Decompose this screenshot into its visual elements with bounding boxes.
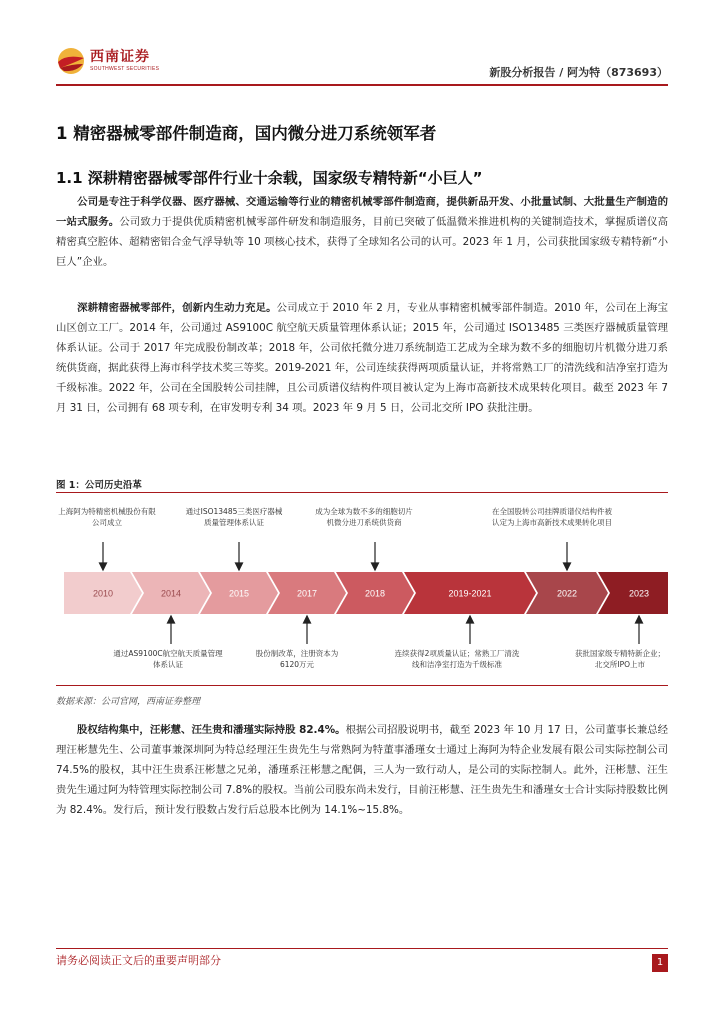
- figure-source: 数据来源：公司官网，西南证券整理: [56, 697, 201, 707]
- timeline-year-2019-2021: 2019-2021: [448, 588, 492, 599]
- timeline-note-2018: 成为全球为数不多的细胞切片机微分进刀系统供货商: [315, 507, 413, 527]
- figure-bottom-rule: [56, 685, 668, 686]
- paragraph-body: 公司致力于提供优质精密机械零部件研发和制造服务，目前已突破了低温微米推进机构的关键制造技术，掌握质谱仪高精密真空腔体、超精密铝合金气浮导轨等 10 项核心技术，获得了全球知名公司的认可。2023 年 1 月，公司获批国家级专精特新“小巨人”企业。: [56, 216, 668, 268]
- timeline-year-2015: 2015: [228, 588, 250, 599]
- timeline-note-2010: 上海阿为特精密机械股份有限公司成立: [58, 507, 156, 527]
- connector-2010-arrowhead: [100, 563, 107, 570]
- paragraph-lead: 股权结构集中，汪彬慧、汪生贵和潘瑾实际持股 82.4%。: [77, 724, 346, 736]
- paragraph-body: 公司成立于 2010 年 2 月，专业从事精密机械零部件制造。2010 年，公司在上海宝山区创立工厂。2014 年，公司通过 AS9100C 航空航天质量管理体系认证；2015 年，公司通过 ISO13485 三类医疗器械质量管理体系认证。公司于 2017 年完成股份制改革；2018 年，公司依托微分进刀系统制造工艺成为全球为数不多的细胞切片机微分进刀系统供货商，据此获得上海市科学技术奖三等奖。2019-2021 年，公司连续获得两项质量认证，并将常熟工厂的清洗线和洁净室打造为千级标准。2022 年，公司在全国股转公司挂牌，且公司质谱仪结构件项目被认定为上海市高新技术成果转化项目。截至 2023 年 7 月 31 日，公司拥有 68 项专利，在审发明专利 34 项。2023 年 9 月 5 日，公司北交所 IPO 获批注册。: [56, 302, 669, 414]
- company-logo: [56, 46, 159, 76]
- connector-2019-2021-arrowhead: [467, 616, 474, 623]
- paragraph-lead: 公司是专注于科学仪器、医疗器械、交通运输等行业的精密机械零部件制造商，提供新品开发、小批量试制、大批量生产制造的一站式服务。: [56, 196, 668, 228]
- figure-top-rule: [56, 492, 668, 493]
- connector-2015-arrowhead: [236, 563, 243, 570]
- timeline-year-2022: 2022: [556, 588, 578, 599]
- timeline-note-2014: 通过AS9100C航空航天质量管理体系认证: [113, 649, 223, 669]
- logo-name-en: SOUTHWEST SECURITIES: [90, 66, 160, 72]
- timeline-year-2017: 2017: [296, 588, 318, 599]
- timeline-note-2023: 获批国家级专精特新企业；北交所IPO上市: [575, 649, 665, 669]
- timeline-year-2010: 2010: [92, 588, 114, 599]
- report-info: 新股分析报告 / 阿为特（873693）: [489, 66, 668, 79]
- paragraph-lead: 深耕精密器械零部件，创新内生动力充足。: [77, 302, 277, 314]
- paragraph-ownership: [56, 720, 668, 820]
- figure-title: 图 1：公司历史沿革: [56, 480, 142, 491]
- footer-divider: [56, 948, 668, 949]
- timeline-note-2015: 通过ISO13485三类医疗器械质量管理体系认证: [185, 507, 283, 527]
- header-divider: [56, 84, 668, 86]
- timeline-year-2014: 2014: [160, 588, 182, 599]
- connector-2017-arrowhead: [304, 616, 311, 623]
- history-timeline: [56, 494, 668, 684]
- timeline-year-2023: 2023: [628, 588, 650, 599]
- connector-2023-arrowhead: [636, 616, 643, 623]
- subsection-heading: 1.1 深耕精密器械零部件行业十余载，国家级专精特新“小巨人”: [56, 169, 483, 187]
- paragraph-body: 根据公司招股说明书，截至 2023 年 10 月 17 日，公司董事长兼总经理汪彬慧先生、公司董事兼深圳阿为特总经理汪生贵先生与常熟阿为特董事潘瑾女士通过上海阿为特企业发展有限公司实际控制公司 74.5%的股权，其中汪生贵系汪彬慧之兄弟，潘瑾系汪彬慧之配偶，三人为一致行动人，是公司的实际控制人。此外，汪彬慧、汪生贵先生通过阿为特管理实际控制公司 7.8%的股权。当前公司股东尚未发行，目前汪彬慧、汪生贵先生和潘瑾女士合计实际持股数比例为 82.4%。发行后，预计发行股数占发行后总股本比例为 14.1%~15.8%。: [56, 724, 668, 816]
- connector-2018-arrowhead: [372, 563, 379, 570]
- page-number: 1: [652, 954, 668, 972]
- logo-icon: [56, 46, 86, 76]
- footer-disclaimer: 请务必阅读正文后的重要声明部分: [56, 954, 221, 967]
- paragraph-history: [56, 298, 668, 418]
- logo-name-cn: 西南证券: [90, 49, 150, 65]
- section-heading: 1 精密器械零部件制造商，国内微分进刀系统领军者: [56, 124, 437, 143]
- timeline-note-2017: 股份制改革，注册资本为6120万元: [255, 649, 339, 669]
- timeline-note-2022: 在全国股转公司挂牌质谱仪结构件被认定为上海市高新技术成果转化项目: [492, 507, 612, 527]
- timeline-year-2018: 2018: [364, 588, 386, 599]
- connector-2022-arrowhead: [564, 563, 571, 570]
- paragraph-company-intro: [56, 192, 668, 272]
- timeline-note-2019-2021: 连续获得2项质量认证；常熟工厂清洗线和洁净室打造为千级标准: [394, 649, 520, 669]
- connector-2014-arrowhead: [168, 616, 175, 623]
